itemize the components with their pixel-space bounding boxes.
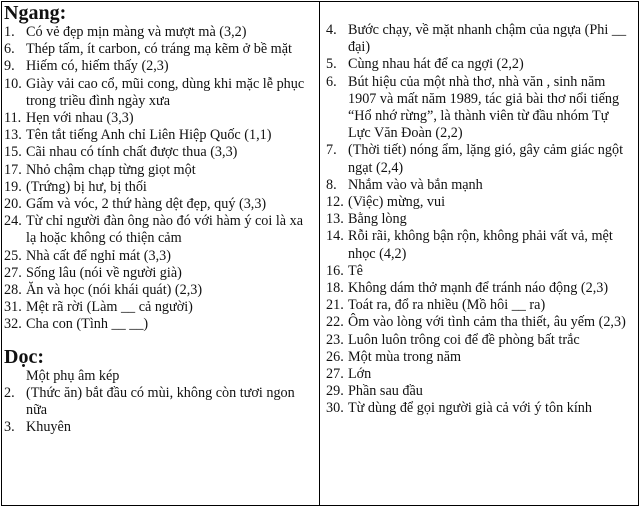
clue-text: Phần sau đầu <box>348 383 423 400</box>
clue-number: 21. <box>326 297 344 314</box>
clue-item <box>326 142 634 176</box>
clue-number: 18. <box>326 280 344 297</box>
clue-item <box>326 56 634 73</box>
clue-number: 2. <box>4 384 15 401</box>
clue-number: 27. <box>326 366 344 383</box>
clue-text: Một phụ âm kép <box>26 367 120 384</box>
clue-item <box>4 41 316 58</box>
clue-item <box>4 248 316 265</box>
clue-item <box>4 162 316 179</box>
clue-number: 13. <box>4 127 22 144</box>
clue-text: Nhắm vào và bắn mạnh <box>348 176 483 193</box>
clue-item <box>4 127 316 144</box>
clue-item <box>326 211 634 228</box>
clue-number: 15. <box>4 144 22 161</box>
clue-number: 11. <box>4 110 22 127</box>
clue-text: Gấm và vóc, 2 thứ hàng dệt đẹp, quý (3,3) <box>26 196 267 213</box>
clue-number: 17. <box>4 161 22 178</box>
clue-number: 1. <box>4 24 15 40</box>
clue-item <box>326 314 634 331</box>
clue-text: Nhỏ chậm chạp từng giọt một <box>26 161 196 178</box>
clue-text: Toát ra, đổ ra nhiều (Mồ hôi __ ra) <box>348 297 546 314</box>
clue-text: Nhà cất để nghỉ mát (3,3) <box>26 247 171 264</box>
ngang-clue-list-continued <box>326 22 634 418</box>
clue-number: 31. <box>4 299 22 316</box>
clue-text: (Thời tiết) nóng ẩm, lặng gió, gây cảm giác ngột ngạt (2,4) <box>348 142 624 176</box>
clue-text: Cùng nhau hát để ca ngợi (2,2) <box>348 56 524 73</box>
clue-text: Lớn <box>348 366 372 383</box>
clue-item <box>4 58 316 75</box>
clue-text: Cãi nhau có tính chất được thua (3,3) <box>26 144 238 161</box>
clue-text: Ăn và học (nói khái quát) (2,3) <box>26 282 203 299</box>
clue-text: Từ dùng để gọi người già cả với ý tôn kính <box>348 400 592 417</box>
clue-number: 9. <box>4 58 15 75</box>
clue-text: Hiếm có, hiếm thấy (2,3) <box>26 58 169 75</box>
left-column <box>4 2 316 436</box>
clue-text: Tê <box>348 262 363 279</box>
clue-number: 24. <box>4 213 22 230</box>
clue-text: (Việc) mừng, vui <box>348 194 446 211</box>
right-column <box>326 22 634 418</box>
clue-number: 16. <box>326 262 344 279</box>
clue-item <box>326 74 634 143</box>
clue-item <box>4 368 316 385</box>
clue-item <box>4 76 316 110</box>
clue-number: 22. <box>326 314 344 331</box>
clue-number: 10. <box>4 75 22 92</box>
clue-text: Bút hiệu của một nhà thơ, nhà văn , sinh năm 1907 và mất năm 1989, tác giả bài thơ nổi tiếng “Hổ nhớ rừng”, là thành viên từ đầu nhóm Tự Lực Văn Đoàn (2,2) <box>348 73 620 142</box>
clue-text: Khuyên <box>26 419 71 436</box>
ngang-clue-list <box>4 24 316 334</box>
clue-item <box>4 144 316 161</box>
clue-number: 26. <box>326 348 344 365</box>
clue-number: 6. <box>326 73 337 90</box>
clue-number: 30. <box>326 400 344 417</box>
clue-text: Tên tắt tiếng Anh chỉ Liên Hiệp Quốc (1,1) <box>26 127 272 144</box>
clue-item <box>4 196 316 213</box>
clue-item <box>4 316 316 333</box>
clue-number: 8. <box>326 176 337 193</box>
clue-text: Mệt rã rời (Làm __ cả người) <box>26 299 193 316</box>
clue-number: 13. <box>326 211 344 228</box>
clue-item <box>326 228 634 262</box>
clue-item <box>4 179 316 196</box>
clue-item <box>326 349 634 366</box>
clue-item <box>326 22 634 56</box>
clue-number: 19. <box>4 178 22 195</box>
clue-item <box>326 194 634 211</box>
clue-text: (Trứng) bị hư, bị thối <box>26 178 147 195</box>
clue-item <box>326 366 634 383</box>
clue-text: Bước chạy, về mặt nhanh chậm của ngựa (Phi __ đại) <box>348 22 627 56</box>
clue-text: (Thức ăn) bắt đầu có mùi, không còn tươi ngon nữa <box>26 384 295 419</box>
clue-item <box>326 263 634 280</box>
clue-item <box>4 213 316 247</box>
clue-number: 14. <box>326 228 344 245</box>
clue-number: 23. <box>326 331 344 348</box>
clue-item <box>4 282 316 299</box>
clue-number: 5. <box>326 56 337 73</box>
clue-number: 25. <box>4 247 22 264</box>
clue-item <box>4 110 316 127</box>
clue-text: Ôm vào lòng với tình cảm tha thiết, âu yếm (2,3) <box>348 314 626 331</box>
clue-item <box>326 280 634 297</box>
clue-number: 32. <box>4 316 22 333</box>
clue-text: Rỗi rãi, không bận rộn, không phải vất vả, mệt nhọc (4,2) <box>348 228 613 262</box>
clue-number: 7. <box>326 142 337 159</box>
clue-text: Bằng lòng <box>348 211 407 228</box>
clue-number: 3. <box>4 419 15 436</box>
clue-item <box>326 332 634 349</box>
ngang-heading: Ngang: <box>4 2 67 24</box>
clue-item <box>326 297 634 314</box>
clue-text: Sống lâu (nói về người già) <box>26 264 182 281</box>
clue-text: Cha con (Tình __ __) <box>26 316 149 333</box>
clue-text: Thép tấm, ít carbon, có tráng mạ kẽm ở bề mặt <box>26 41 292 58</box>
clue-number: 29. <box>326 383 344 400</box>
doc-heading: Dọc: <box>4 345 44 368</box>
clue-text: Hẹn với nhau (3,3) <box>26 110 134 127</box>
doc-clue-list <box>4 368 316 437</box>
clue-number: 12. <box>326 194 344 211</box>
clue-number <box>4 368 26 385</box>
clue-text: Có vẻ đẹp mịn màng và mượt mà (3,2) <box>26 24 247 40</box>
clue-item <box>326 177 634 194</box>
clue-number: 28. <box>4 282 22 299</box>
clue-text: Từ chỉ người đàn ông nào đó với hàm ý coi là xa lạ hoặc không có thiện cảm <box>26 213 304 247</box>
clue-text: Không dám thở mạnh để tránh náo động (2,3) <box>348 280 609 297</box>
clue-number: 6. <box>4 41 15 58</box>
clue-number: 27. <box>4 264 22 281</box>
clue-text: Giày vải cao cổ, mũi cong, dùng khi mặc lễ phục trong triều đình ngày xưa <box>26 75 305 109</box>
clue-item <box>326 400 634 417</box>
clue-item <box>326 383 634 400</box>
clue-text: Một mùa trong năm <box>348 348 462 365</box>
clue-item <box>4 24 316 41</box>
clue-item <box>4 385 316 419</box>
clue-item <box>4 299 316 316</box>
clue-number: 20. <box>4 196 22 213</box>
clue-item <box>4 265 316 282</box>
clue-number: 4. <box>326 22 337 38</box>
clue-text: Luôn luôn trông coi để đề phòng bất trắc <box>348 331 580 348</box>
clue-item <box>4 419 316 436</box>
column-divider <box>319 1 320 506</box>
